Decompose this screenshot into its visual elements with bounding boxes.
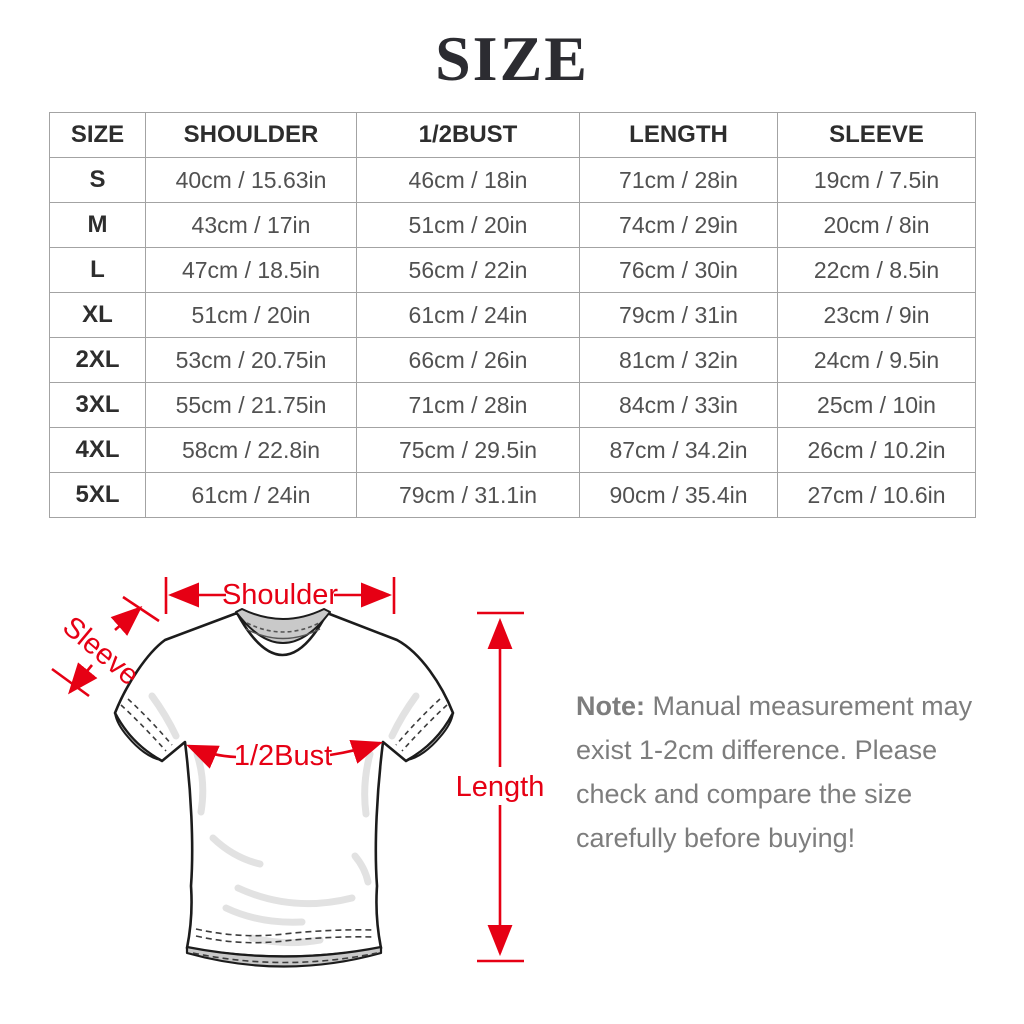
table-row [50,293,976,338]
cell-shoulder: 58cm / 22.8in [146,428,357,473]
header-length: LENGTH [580,113,778,158]
table-row [50,203,976,248]
bust-label: 1/2Bust [233,740,333,772]
size-table [49,112,976,518]
cell-length: 76cm / 30in [580,248,778,293]
cell-size: 4XL [50,428,146,473]
cell-sleeve: 22cm / 8.5in [778,248,976,293]
table-row [50,338,976,383]
sleeve-label: Sleeve [56,610,145,692]
cell-sleeve: 26cm / 10.2in [778,428,976,473]
cell-shoulder: 61cm / 24in [146,473,357,518]
note-label: Note: [576,691,645,721]
cell-shoulder: 55cm / 21.75in [146,383,357,428]
cell-shoulder: 47cm / 18.5in [146,248,357,293]
cell-length: 84cm / 33in [580,383,778,428]
note-line-text: Manual measurement may [652,691,973,721]
cell-size: S [50,158,146,203]
cell-bust: 71cm / 28in [357,383,580,428]
cell-shoulder: 53cm / 20.75in [146,338,357,383]
table-row [50,473,976,518]
header-bust: 1/2BUST [357,113,580,158]
cell-shoulder: 43cm / 17in [146,203,357,248]
table-row [50,248,976,293]
cell-size: 3XL [50,383,146,428]
cell-size: 5XL [50,473,146,518]
note-line [576,684,986,728]
tshirt-drawing [115,609,453,967]
cell-length: 79cm / 31in [580,293,778,338]
table-header-row [50,113,976,158]
cell-bust: 56cm / 22in [357,248,580,293]
note-text [576,684,986,860]
shoulder-measure [166,577,394,614]
sleeve-arrow-down [70,665,92,692]
header-shoulder: SHOULDER [146,113,357,158]
cell-sleeve: 23cm / 9in [778,293,976,338]
cell-bust: 61cm / 24in [357,293,580,338]
length-measure [456,613,545,961]
note-line: exist 1-2cm difference. Please [576,735,938,765]
cell-size: L [50,248,146,293]
table-row [50,383,976,428]
cell-sleeve: 27cm / 10.6in [778,473,976,518]
cell-length: 74cm / 29in [580,203,778,248]
cell-sleeve: 24cm / 9.5in [778,338,976,383]
note-line: carefully before buying! [576,823,856,853]
table-row [50,428,976,473]
cell-length: 90cm / 35.4in [580,473,778,518]
cell-sleeve: 25cm / 10in [778,383,976,428]
cell-bust: 51cm / 20in [357,203,580,248]
note-line: check and compare the size [576,779,913,809]
cell-size: 2XL [50,338,146,383]
page-title: SIZE [435,23,589,94]
cell-bust: 75cm / 29.5in [357,428,580,473]
cell-length: 71cm / 28in [580,158,778,203]
cell-sleeve: 19cm / 7.5in [778,158,976,203]
sleeve-arrow-up [115,608,140,630]
header-size: SIZE [50,113,146,158]
cell-bust: 46cm / 18in [357,158,580,203]
length-label: Length [455,771,545,803]
cell-size: M [50,203,146,248]
shoulder-label: Shoulder [221,579,339,611]
cell-length: 87cm / 34.2in [580,428,778,473]
cell-size: XL [50,293,146,338]
cell-sleeve: 20cm / 8in [778,203,976,248]
header-sleeve: SLEEVE [778,113,976,158]
cell-bust: 79cm / 31.1in [357,473,580,518]
cell-shoulder: 51cm / 20in [146,293,357,338]
cell-shoulder: 40cm / 15.63in [146,158,357,203]
table-row [50,158,976,203]
cell-bust: 66cm / 26in [357,338,580,383]
cell-length: 81cm / 32in [580,338,778,383]
